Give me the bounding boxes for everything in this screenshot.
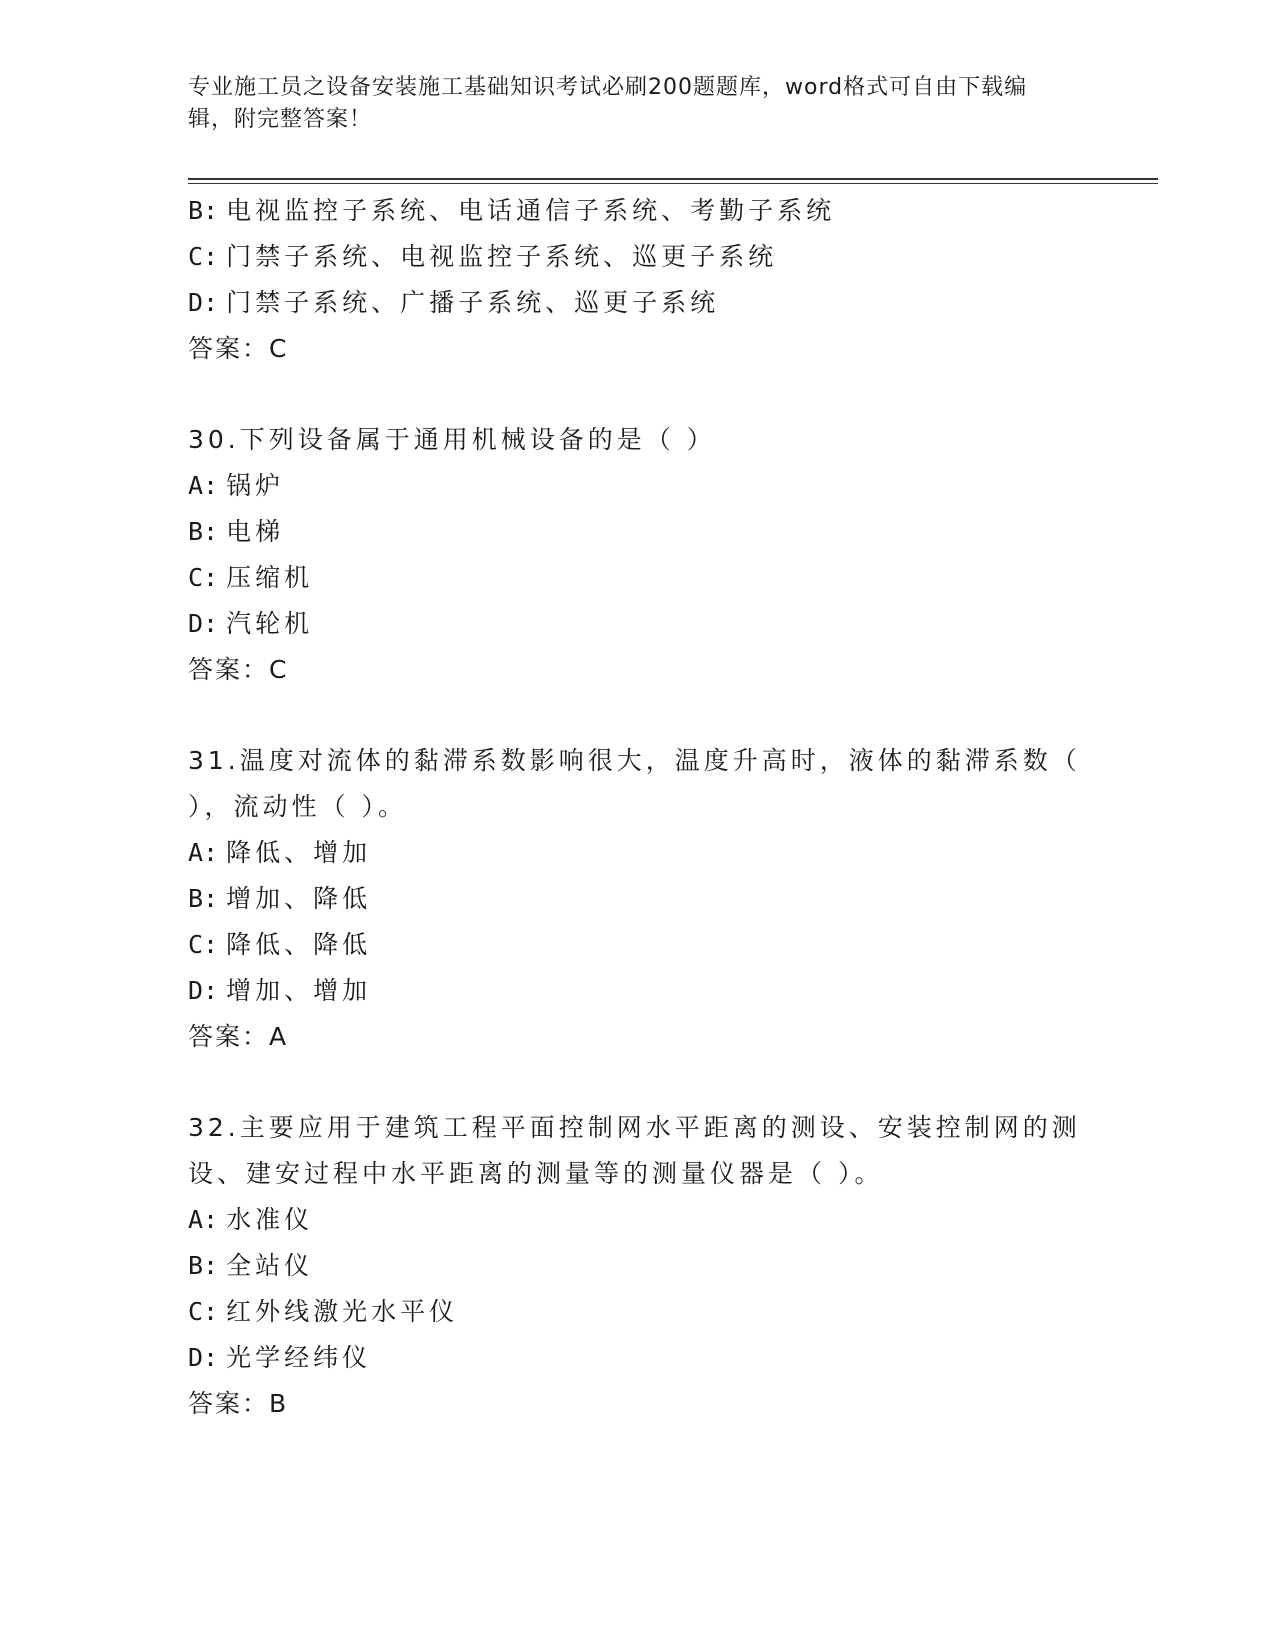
option-c: C: 红外线激光水平仪 — [188, 1297, 459, 1326]
question-text: 31.温度对流体的黏滞系数影响很大，温度升高时，液体的黏滞系数（ ），流动性（ ）。 — [188, 746, 1081, 821]
option-a: A: 降低、增加 — [188, 838, 372, 867]
question-block-prev — [188, 188, 1088, 372]
option-d: D: 汽轮机 — [188, 609, 314, 638]
option-b: B: 全站仪 — [188, 1251, 314, 1280]
option-d: D: 增加、增加 — [188, 976, 372, 1005]
option-a: A: 锅炉 — [188, 471, 285, 500]
question-text: 30.下列设备属于通用机械设备的是（ ） — [188, 425, 716, 454]
question-block-30 — [188, 417, 1088, 693]
option-d: D: 光学经纬仪 — [188, 1343, 372, 1372]
answer-line: 答案：B — [188, 1389, 289, 1418]
question-block-31 — [188, 738, 1088, 1060]
answer-line: 答案：C — [188, 655, 289, 684]
question-block-32 — [188, 1105, 1088, 1427]
answer-line: 答案：C — [188, 334, 289, 363]
question-text: 32.主要应用于建筑工程平面控制网水平距离的测设、安装控制网的测设、建安过程中水平距离的测量等的测量仪器是（ ）。 — [188, 1113, 1081, 1188]
option-b: B: 增加、降低 — [188, 884, 372, 913]
option-b: B: 电视监控子系统、电话通信子系统、考勤子系统 — [188, 196, 836, 225]
option-c: C: 门禁子系统、电视监控子系统、巡更子系统 — [188, 242, 778, 271]
document-header: 专业施工员之设备安装施工基础知识考试必刷200题题库，word格式可自由下载编辑，附完整答案！ — [188, 75, 1028, 132]
header-divider — [188, 178, 1158, 184]
option-b: B: 电梯 — [188, 517, 285, 546]
document-body — [188, 188, 1088, 1427]
option-d: D: 门禁子系统、广播子系统、巡更子系统 — [188, 288, 720, 317]
option-a: A: 水准仪 — [188, 1205, 314, 1234]
option-c: C: 降低、降低 — [188, 930, 372, 959]
option-c: C: 压缩机 — [188, 563, 314, 592]
answer-line: 答案：A — [188, 1022, 289, 1051]
